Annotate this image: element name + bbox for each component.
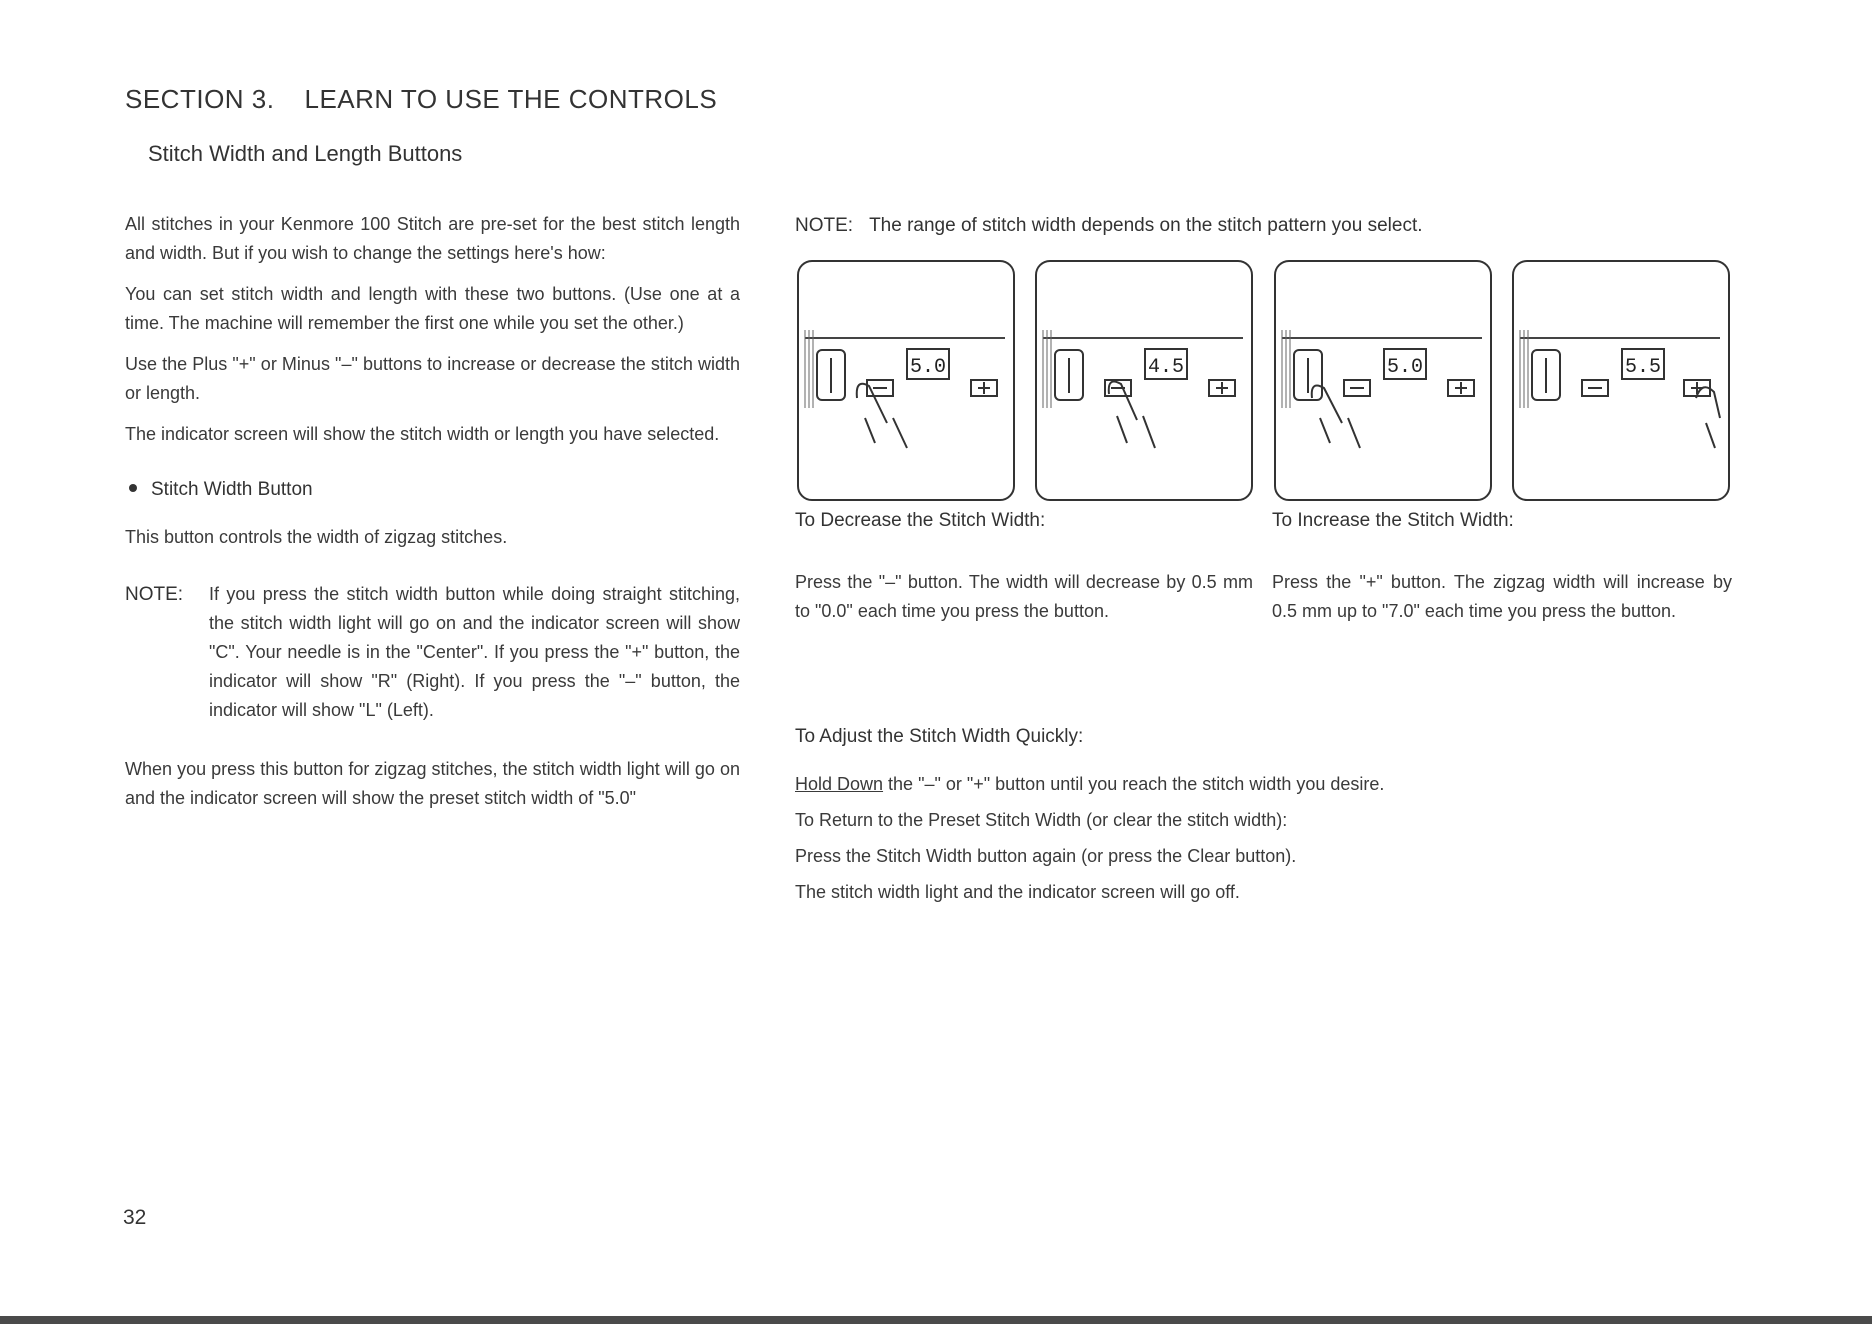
decrease-instructions [795, 568, 1253, 626]
section-name: LEARN TO USE THE CONTROLS [304, 84, 718, 114]
bullet-dot-icon [129, 484, 137, 492]
right-note-text: The range of stitch width depends on the stitch pattern you select. [869, 215, 1423, 236]
page-number: 32 [123, 1206, 147, 1229]
decrease-text: Press the "–" button. The width will decrease by 0.5 mm to "0.0" each time you press the button. [795, 572, 1253, 621]
bullet-heading: Stitch Width Button [151, 479, 313, 500]
return-heading: To Return to the Preset Stitch Width (or clear the stitch width): [795, 810, 1288, 830]
increase-caption: To Increase the Stitch Width: [1272, 510, 1514, 531]
off-text: The stitch width light and the indicator screen will go off. [795, 882, 1240, 902]
lcd-value: 5.5 [1624, 356, 1662, 379]
panel-decrease-2 [1033, 258, 1255, 503]
buttons-paragraph: You can set stitch width and length with these two buttons. (Use one at a time. The machine will remember the first one while you set the other.) [125, 284, 740, 333]
decrease-caption: To Decrease the Stitch Width: [795, 510, 1046, 531]
indicator-panel-illustration [1272, 258, 1494, 503]
right-note-label: NOTE: [795, 215, 854, 236]
quick-adjust-section [795, 726, 1695, 914]
panel-increase-2 [1510, 258, 1732, 503]
left-note-label: NOTE: [125, 584, 184, 605]
indicator-panel-illustration [1510, 258, 1732, 503]
page-subtitle: Stitch Width and Length Buttons [148, 141, 463, 166]
indicator-panel-illustration [795, 258, 1017, 503]
plus-minus-paragraph: Use the Plus "+" or Minus "–" buttons to increase or decrease the stitch width or length. [125, 354, 740, 403]
lcd-value: 5.0 [1386, 356, 1424, 379]
hold-down-term: Hold Down [795, 774, 884, 794]
left-note-text: If you press the stitch width button while doing straight stitching, the stitch width light will go on and the indicator screen will show "C". Your needle is in the "Center". If you press the "+" button, the indicator will show "R" (Right). If you press the "–" button, the indicator will show "L" (Left). [209, 584, 740, 720]
preset-width-paragraph: When you press this button for zigzag stitches, the stitch width light will go on and the indicator screen will show the preset stitch width of "5.0" [125, 759, 740, 808]
left-note [125, 580, 740, 725]
hold-down-paragraph [795, 770, 1695, 799]
panel-decrease-1 [795, 258, 1017, 503]
bottom-border [0, 1316, 1872, 1324]
finger-icon [857, 384, 907, 448]
finger-icon [1312, 386, 1360, 448]
lcd-value: 5.0 [909, 356, 947, 379]
quick-heading: To Adjust the Stitch Width Quickly: [795, 726, 1084, 747]
hold-down-text: the "–" or "+" button until you reach the stitch width you desire. [883, 774, 1385, 794]
section-title [125, 84, 717, 115]
width-button-paragraph: This button controls the width of zigzag stitches. [125, 527, 508, 547]
return-text: Press the Stitch Width button again (or press the Clear button). [795, 846, 1297, 866]
lcd-value: 4.5 [1147, 356, 1185, 379]
intro-paragraph: All stitches in your Kenmore 100 Stitch are pre-set for the best stitch length and width. But if you wish to change the settings here's how: [125, 214, 740, 263]
indicator-paragraph: The indicator screen will show the stitch width or length you have selected. [125, 424, 720, 444]
left-column [125, 210, 740, 813]
stitch-width-bullet [125, 479, 740, 501]
indicator-panel-illustration [1033, 258, 1255, 503]
panel-increase-1 [1272, 258, 1494, 503]
increase-instructions [1272, 568, 1732, 626]
section-number: SECTION 3. [125, 84, 275, 114]
increase-text: Press the "+" button. The zigzag width will increase by 0.5 mm up to "7.0" each time you press the button. [1272, 572, 1732, 621]
right-note [795, 215, 1423, 237]
